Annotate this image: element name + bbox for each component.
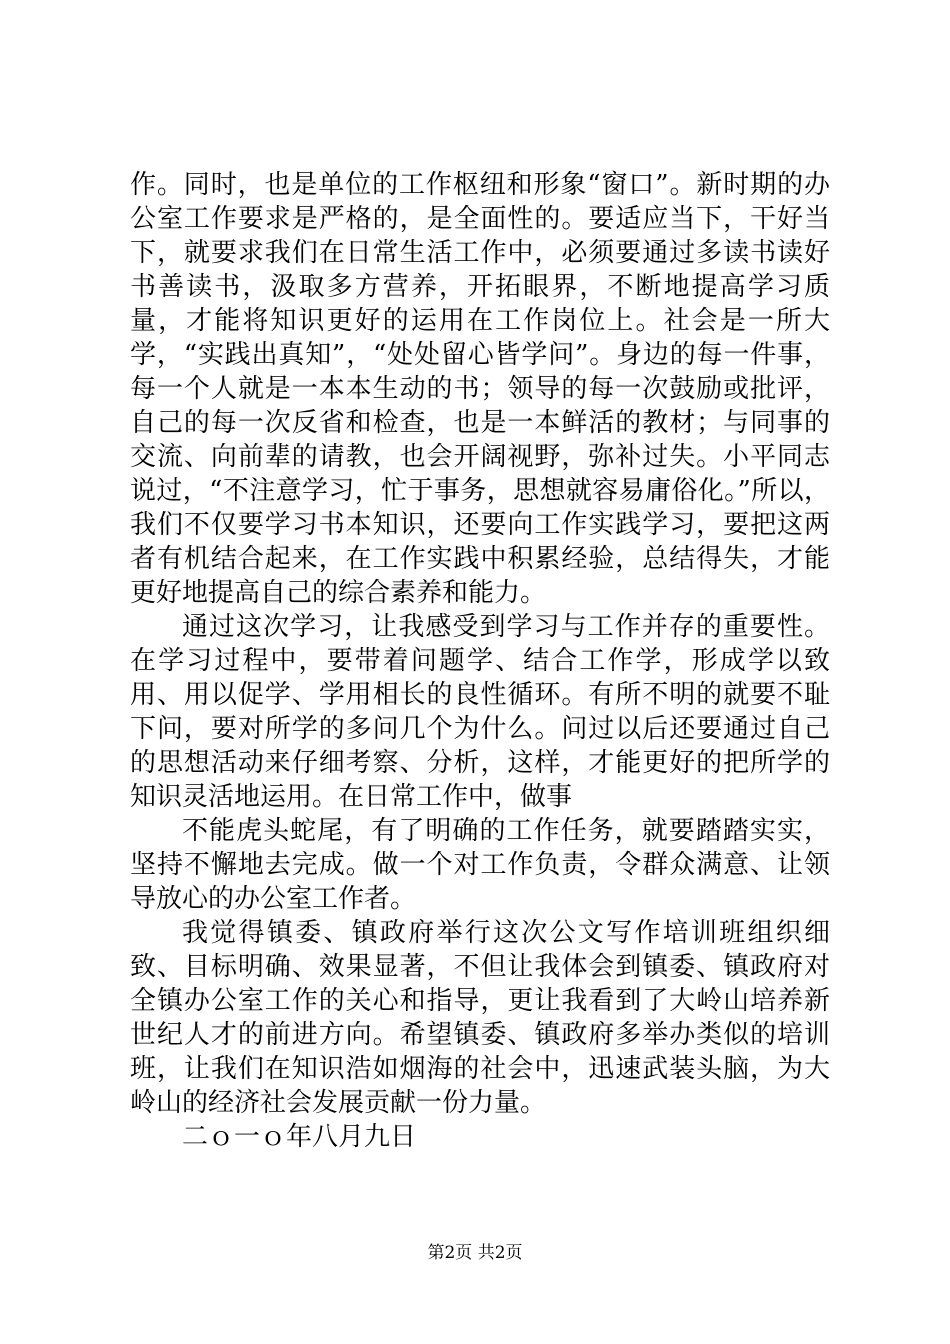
document-body xyxy=(130,168,830,1154)
paragraph-study-work: 通过这次学习，让我感受到学习与工作并存的重要性。在学习过程中，要带着问题学、结合工作学，形成学以致用、用以促学、学用相长的良性循环。有所不明的就要不耻下问，要对所学的多问几个为什么。问过以后还要通过自己的思想活动来仔细考察、分析，这样，才能更好的把所学的知识灵活地运用。在日常工作中，做事 xyxy=(130,612,830,812)
paragraph-continuation: 作。同时，也是单位的工作枢纽和形象“窗口”。新时期的办公室工作要求是严格的，是全面性的。要适应当下，干好当下，就要求我们在日常生活工作中，必须要通过多读书读好书善读书，汲取多方营养，开拓眼界，不断地提高学习质量，才能将知识更好的运用在工作岗位上。社会是一所大学，“实践出真知”，“处处留心皆学问”。身边的每一件事，每一个人就是一本本生动的书；领导的每一次鼓励或批评，自己的每一次反省和检查，也是一本鲜活的教材；与同事的交流、向前辈的请教，也会开阔视野，弥补过失。小平同志说过，“不注意学习，忙于事务，思想就容易庸俗化。”所以，我们不仅要学习书本知识，还要向工作实践学习，要把这两者有机结合起来，在工作实践中积累经验，总结得失，才能更好地提高自己的综合素养和能力。 xyxy=(130,170,830,608)
document-date: 二ｏ一ｏ年八月九日 xyxy=(182,1122,417,1152)
paragraph-diligence: 不能虎头蛇尾，有了明确的工作任务，就要踏踏实实，坚持不懈地去完成。做一个对工作负责，令群众满意、让领导放心的办公室工作者。 xyxy=(130,816,830,914)
page-footer: 第2页 共2页 xyxy=(427,1243,523,1263)
paragraph-training-evaluation: 我觉得镇委、镇政府举行这次公文写作培训班组织细致、目标明确、效果显著，不但让我体会到镇委、镇政府对全镇办公室工作的关心和指导，更让我看到了大岭山培养新世纪人才的前进方向。希望镇委、镇政府多举办类似的培训班，让我们在知识浩如烟海的社会中，迅速武装头脑，为大岭山的经济社会发展贡献一份力量。 xyxy=(130,918,830,1118)
